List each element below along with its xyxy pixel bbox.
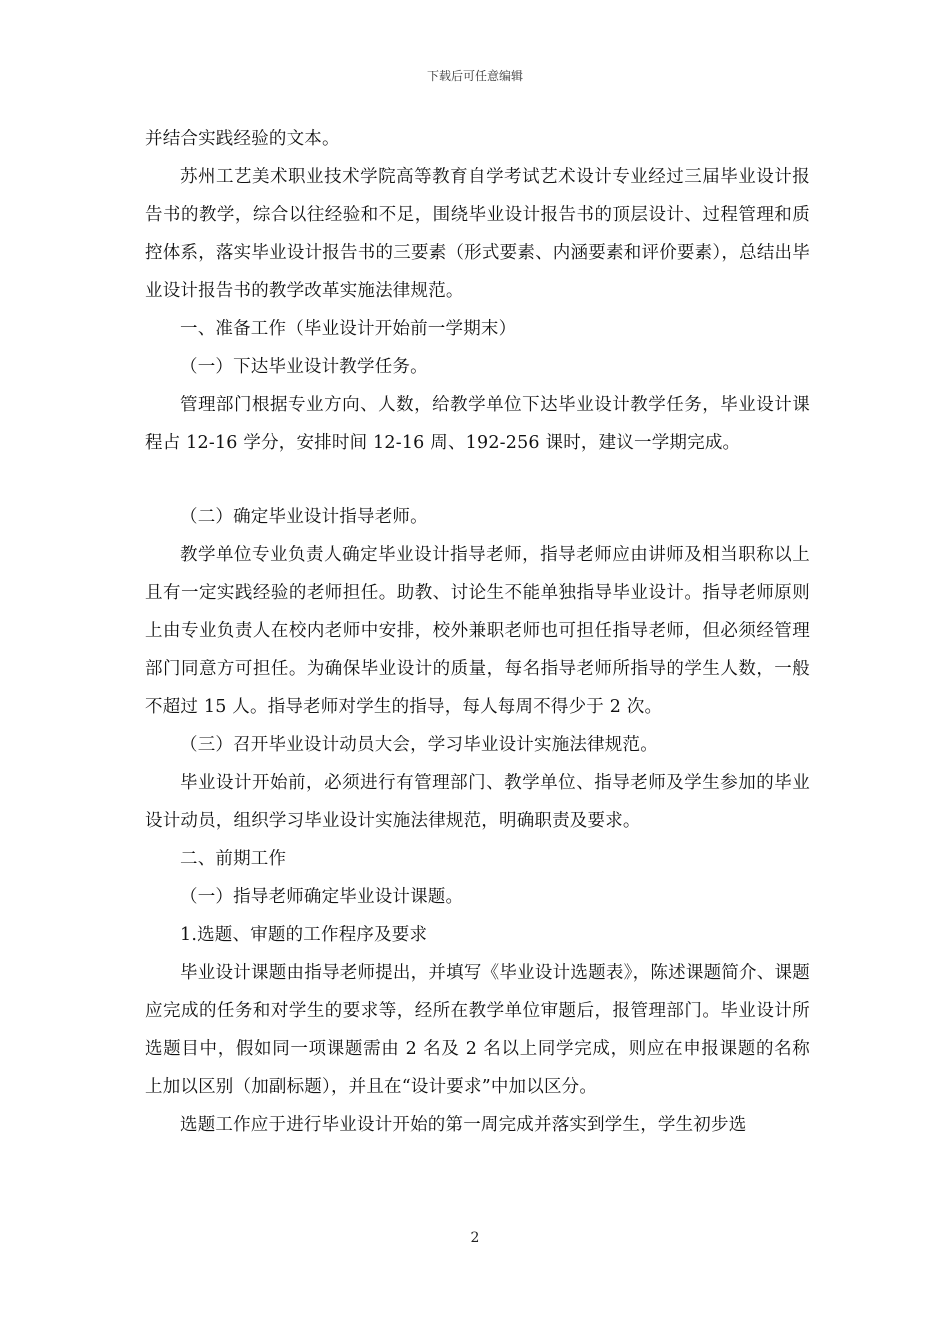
document-body: [145, 120, 810, 1144]
subsection-heading: （一）下达毕业设计教学任务。: [180, 357, 428, 377]
blank-line: [145, 462, 810, 498]
page-header: 下载后可任意编辑: [426, 69, 523, 83]
paragraph: 苏州工艺美术职业技术学院高等教育自学考试艺术设计专业经过三届毕业设计报告书的教学，综合以往经验和不足，围绕毕业设计报告书的顶层设计、过程管理和质控体系，落实毕业设计报告书的三要素（形式要素、内涵要素和评价要素），总结出毕业设计报告书的教学改革实施法律规范。: [145, 167, 810, 301]
paragraph: 管理部门根据专业方向、人数，给教学单位下达毕业设计教学任务，毕业设计课程占 12-16 学分，安排时间 12-16 周、192-256 课时，建议一学期完成。: [145, 395, 810, 453]
subsection-heading: （一）指导老师确定毕业设计课题。: [180, 887, 464, 907]
paragraph: 毕业设计开始前，必须进行有管理部门、教学单位、指导老师及学生参加的毕业设计动员，组织学习毕业设计实施法律规范，明确职责及要求。: [145, 773, 810, 831]
paragraph: 毕业设计课题由指导老师提出，并填写《毕业设计选题表》，陈述课题简介、课题应完成的任务和对学生的要求等，经所在教学单位审题后，报管理部门。毕业设计所选题目中，假如同一项课题需由 2 名及 2 名以上同学完成，则应在申报课题的名称上加以区别（加副标题），并且在“设计要求”中加以区分。: [145, 963, 810, 1097]
subsection-heading: （二）确定毕业设计指导老师。: [180, 507, 428, 527]
paragraph: 并结合实践经验的文本。: [145, 129, 340, 149]
paragraph: 选题工作应于进行毕业设计开始的第一周完成并落实到学生，学生初步选: [180, 1115, 747, 1135]
page-number: 2: [470, 1230, 480, 1246]
paragraph: 教学单位专业负责人确定毕业设计指导老师，指导老师应由讲师及相当职称以上且有一定实践经验的老师担任。助教、讨论生不能单独指导毕业设计。指导老师原则上由专业负责人在校内老师中安排，校外兼职老师也可担任指导老师，但必须经管理部门同意方可担任。为确保毕业设计的质量，每名指导老师所指导的学生人数，一般不超过 15 人。指导老师对学生的指导，每人每周不得少于 2 次。: [145, 545, 810, 717]
section-heading: 二、前期工作: [180, 849, 287, 869]
subsection-heading: （三）召开毕业设计动员大会，学习毕业设计实施法律规范。: [180, 735, 658, 755]
item-heading: 1.选题、审题的工作程序及要求: [180, 925, 428, 945]
section-heading: 一、准备工作（毕业设计开始前一学期末）: [180, 319, 517, 339]
